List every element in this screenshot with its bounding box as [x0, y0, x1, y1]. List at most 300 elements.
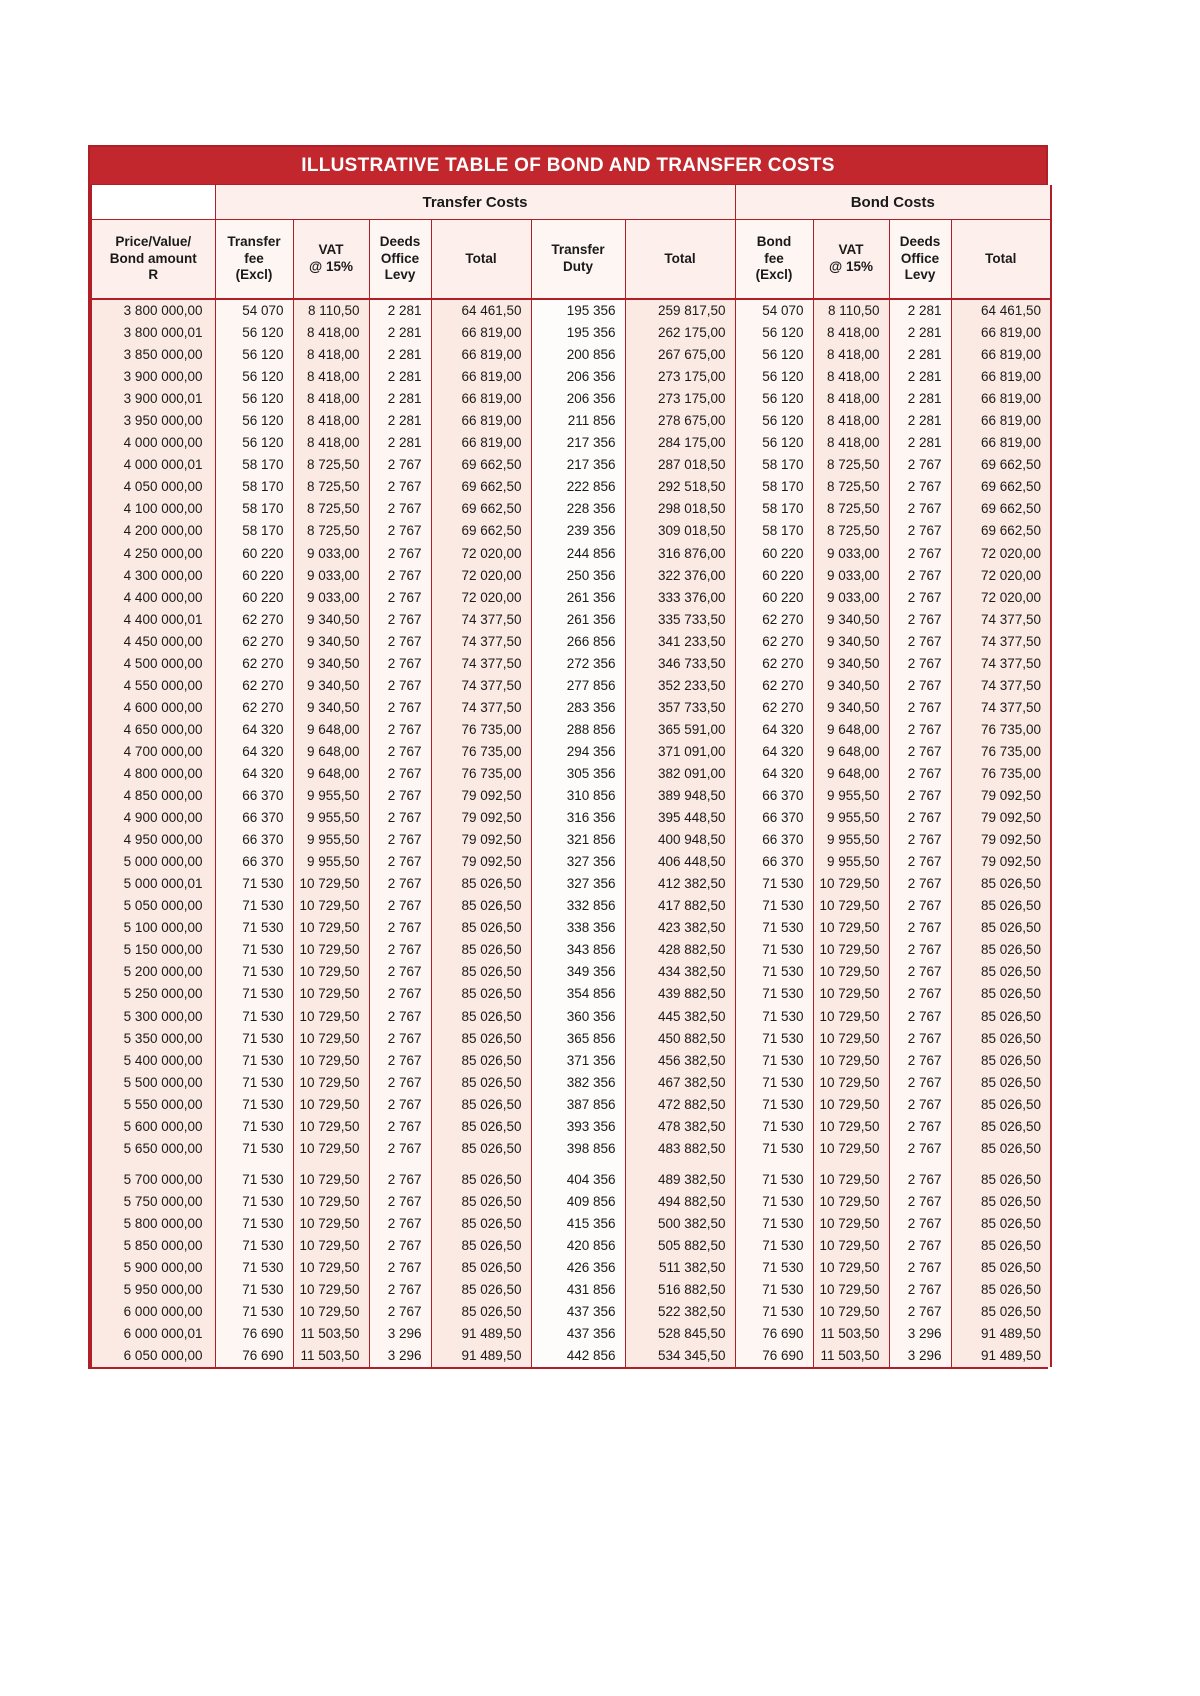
- cell-bond-total: 79 092,50: [951, 851, 1051, 873]
- cell-transfer-grand-total: 522 382,50: [625, 1301, 735, 1323]
- group-header-blank: [91, 185, 215, 220]
- cell-transfer-vat: 10 729,50: [293, 895, 369, 917]
- cell-transfer-duty: 217 356: [531, 432, 625, 454]
- cell-price: 5 900 000,00: [91, 1257, 215, 1279]
- cell-transfer-duty: 387 856: [531, 1094, 625, 1116]
- cell-bond-vat: 8 418,00: [813, 366, 889, 388]
- cell-transfer-total: 76 735,00: [431, 763, 531, 785]
- cell-bond-deeds-levy: 2 281: [889, 344, 951, 366]
- cell-transfer-grand-total: 511 382,50: [625, 1257, 735, 1279]
- cell-transfer-duty: 217 356: [531, 454, 625, 476]
- cell-transfer-fee: 64 320: [215, 741, 293, 763]
- cell-bond-fee: 71 530: [735, 1257, 813, 1279]
- spacer-cell: [951, 1160, 1051, 1169]
- cell-transfer-deeds-levy: 3 296: [369, 1323, 431, 1345]
- cell-price: 5 050 000,00: [91, 895, 215, 917]
- table-header: [91, 185, 1051, 299]
- cell-transfer-total: 85 026,50: [431, 1072, 531, 1094]
- cell-bond-fee: 66 370: [735, 851, 813, 873]
- cell-transfer-duty: 206 356: [531, 388, 625, 410]
- col-header-line: Total: [985, 250, 1017, 266]
- cell-bond-total: 76 735,00: [951, 763, 1051, 785]
- spacer-cell: [369, 1160, 431, 1169]
- cell-bond-total: 85 026,50: [951, 1072, 1051, 1094]
- cell-transfer-deeds-levy: 2 767: [369, 1072, 431, 1094]
- spacer-cell: [91, 1160, 215, 1169]
- cell-transfer-vat: 9 340,50: [293, 675, 369, 697]
- cell-transfer-deeds-levy: 2 281: [369, 388, 431, 410]
- cell-transfer-fee: 66 370: [215, 807, 293, 829]
- cell-transfer-grand-total: 284 175,00: [625, 432, 735, 454]
- cell-bond-total: 85 026,50: [951, 1050, 1051, 1072]
- cell-bond-vat: 10 729,50: [813, 1138, 889, 1160]
- cell-transfer-deeds-levy: 2 767: [369, 1169, 431, 1191]
- cell-transfer-total: 72 020,00: [431, 565, 531, 587]
- cell-transfer-vat: 11 503,50: [293, 1345, 369, 1367]
- cell-transfer-total: 85 026,50: [431, 1050, 531, 1072]
- cell-bond-deeds-levy: 2 767: [889, 829, 951, 851]
- table-row: [91, 719, 1051, 741]
- col-header-line: Deeds: [379, 233, 421, 249]
- spacer-cell: [293, 1160, 369, 1169]
- cell-transfer-fee: 71 530: [215, 873, 293, 895]
- cell-transfer-duty: 222 856: [531, 476, 625, 498]
- cell-transfer-total: 85 026,50: [431, 1116, 531, 1138]
- cell-transfer-grand-total: 428 882,50: [625, 939, 735, 961]
- cell-bond-total: 85 026,50: [951, 873, 1051, 895]
- cell-transfer-total: 66 819,00: [431, 410, 531, 432]
- cell-price: 5 550 000,00: [91, 1094, 215, 1116]
- cell-transfer-fee: 54 070: [215, 299, 293, 322]
- cell-transfer-deeds-levy: 2 767: [369, 565, 431, 587]
- cell-transfer-deeds-levy: 2 767: [369, 895, 431, 917]
- cell-transfer-duty: 327 356: [531, 851, 625, 873]
- cell-bond-deeds-levy: 2 767: [889, 631, 951, 653]
- cell-bond-total: 66 819,00: [951, 344, 1051, 366]
- cell-price: 3 900 000,01: [91, 388, 215, 410]
- cell-price: 5 950 000,00: [91, 1279, 215, 1301]
- cell-transfer-total: 85 026,50: [431, 1094, 531, 1116]
- cell-transfer-duty: 404 356: [531, 1169, 625, 1191]
- col-header-bond-total: [951, 220, 1051, 300]
- cell-transfer-grand-total: 483 882,50: [625, 1138, 735, 1160]
- cell-bond-deeds-levy: 2 281: [889, 432, 951, 454]
- cell-transfer-deeds-levy: 2 767: [369, 785, 431, 807]
- cell-transfer-fee: 71 530: [215, 1094, 293, 1116]
- cell-transfer-fee: 56 120: [215, 344, 293, 366]
- cell-bond-vat: 9 340,50: [813, 697, 889, 719]
- col-header-line: Levy: [904, 267, 936, 283]
- cell-transfer-duty: 310 856: [531, 785, 625, 807]
- cell-transfer-total: 85 026,50: [431, 1191, 531, 1213]
- cell-transfer-vat: 10 729,50: [293, 1213, 369, 1235]
- cell-transfer-vat: 8 418,00: [293, 322, 369, 344]
- cell-transfer-fee: 58 170: [215, 498, 293, 520]
- cell-transfer-deeds-levy: 2 281: [369, 299, 431, 322]
- cell-transfer-grand-total: 423 382,50: [625, 917, 735, 939]
- cell-price: 5 600 000,00: [91, 1116, 215, 1138]
- spacer-cell: [215, 1160, 293, 1169]
- col-header-line: Price/Value/: [115, 233, 192, 249]
- cell-transfer-grand-total: 434 382,50: [625, 961, 735, 983]
- cell-transfer-duty: 442 856: [531, 1345, 625, 1367]
- cell-transfer-total: 69 662,50: [431, 454, 531, 476]
- cell-transfer-deeds-levy: 2 767: [369, 609, 431, 631]
- cell-bond-total: 66 819,00: [951, 432, 1051, 454]
- cell-bond-deeds-levy: 2 767: [889, 543, 951, 565]
- cell-transfer-vat: 10 729,50: [293, 873, 369, 895]
- spacer-cell: [889, 1160, 951, 1169]
- cell-transfer-duty: 305 356: [531, 763, 625, 785]
- cell-bond-total: 69 662,50: [951, 520, 1051, 542]
- cell-transfer-grand-total: 478 382,50: [625, 1116, 735, 1138]
- cell-transfer-grand-total: 467 382,50: [625, 1072, 735, 1094]
- col-header-line: Bond: [756, 233, 792, 249]
- cell-transfer-total: 74 377,50: [431, 653, 531, 675]
- cell-transfer-fee: 56 120: [215, 366, 293, 388]
- table-row: [91, 697, 1051, 719]
- cell-price: 5 800 000,00: [91, 1213, 215, 1235]
- cell-transfer-fee: 71 530: [215, 917, 293, 939]
- cell-price: 4 650 000,00: [91, 719, 215, 741]
- cell-transfer-deeds-levy: 2 281: [369, 344, 431, 366]
- cell-transfer-deeds-levy: 2 767: [369, 1028, 431, 1050]
- cell-transfer-total: 85 026,50: [431, 895, 531, 917]
- cell-bond-fee: 71 530: [735, 895, 813, 917]
- cell-bond-deeds-levy: 2 281: [889, 410, 951, 432]
- cell-bond-fee: 71 530: [735, 1138, 813, 1160]
- cell-bond-total: 79 092,50: [951, 785, 1051, 807]
- col-header-line: VAT: [318, 242, 344, 258]
- cell-bond-vat: 10 729,50: [813, 1235, 889, 1257]
- cell-bond-total: 74 377,50: [951, 653, 1051, 675]
- cell-bond-deeds-levy: 2 767: [889, 697, 951, 719]
- cell-transfer-fee: 71 530: [215, 1028, 293, 1050]
- cell-transfer-vat: 8 725,50: [293, 520, 369, 542]
- cell-price: 5 350 000,00: [91, 1028, 215, 1050]
- cell-bond-vat: 10 729,50: [813, 983, 889, 1005]
- cell-bond-total: 85 026,50: [951, 1169, 1051, 1191]
- cell-transfer-deeds-levy: 2 767: [369, 675, 431, 697]
- cell-transfer-vat: 10 729,50: [293, 961, 369, 983]
- cell-transfer-vat: 10 729,50: [293, 1116, 369, 1138]
- cell-transfer-duty: 195 356: [531, 299, 625, 322]
- cell-transfer-grand-total: 528 845,50: [625, 1323, 735, 1345]
- cell-bond-vat: 9 033,00: [813, 543, 889, 565]
- cell-transfer-grand-total: 489 382,50: [625, 1169, 735, 1191]
- cell-transfer-fee: 62 270: [215, 697, 293, 719]
- cell-price: 4 450 000,00: [91, 631, 215, 653]
- table-row: [91, 476, 1051, 498]
- cell-transfer-duty: 327 356: [531, 873, 625, 895]
- cell-price: 5 100 000,00: [91, 917, 215, 939]
- cell-price: 4 900 000,00: [91, 807, 215, 829]
- cell-bond-fee: 71 530: [735, 983, 813, 1005]
- cell-price: 4 000 000,01: [91, 454, 215, 476]
- cell-transfer-total: 85 026,50: [431, 1169, 531, 1191]
- cell-transfer-duty: 250 356: [531, 565, 625, 587]
- cell-bond-fee: 64 320: [735, 719, 813, 741]
- table-row: [91, 1138, 1051, 1160]
- cell-bond-fee: 64 320: [735, 741, 813, 763]
- cell-transfer-duty: 206 356: [531, 366, 625, 388]
- cell-transfer-deeds-levy: 2 767: [369, 520, 431, 542]
- cell-bond-total: 85 026,50: [951, 917, 1051, 939]
- cell-bond-fee: 71 530: [735, 873, 813, 895]
- cell-transfer-grand-total: 417 882,50: [625, 895, 735, 917]
- cell-bond-deeds-levy: 2 767: [889, 873, 951, 895]
- cell-transfer-vat: 10 729,50: [293, 1072, 369, 1094]
- cell-transfer-vat: 10 729,50: [293, 1138, 369, 1160]
- cell-transfer-grand-total: 316 876,00: [625, 543, 735, 565]
- cell-bond-deeds-levy: 2 767: [889, 1191, 951, 1213]
- cell-transfer-deeds-levy: 2 281: [369, 410, 431, 432]
- cell-bond-vat: 9 340,50: [813, 609, 889, 631]
- cell-transfer-total: 69 662,50: [431, 498, 531, 520]
- spacer-cell: [735, 1160, 813, 1169]
- cell-price: 4 950 000,00: [91, 829, 215, 851]
- cell-transfer-grand-total: 352 233,50: [625, 675, 735, 697]
- cell-transfer-fee: 71 530: [215, 1213, 293, 1235]
- cell-bond-deeds-levy: 2 767: [889, 939, 951, 961]
- cell-price: 5 300 000,00: [91, 1006, 215, 1028]
- cell-price: 6 000 000,00: [91, 1301, 215, 1323]
- cell-transfer-duty: 266 856: [531, 631, 625, 653]
- cell-transfer-duty: 200 856: [531, 344, 625, 366]
- col-header-line: Deeds: [899, 233, 941, 249]
- table-row: [91, 917, 1051, 939]
- cell-bond-total: 66 819,00: [951, 410, 1051, 432]
- cell-bond-vat: 10 729,50: [813, 1213, 889, 1235]
- cell-bond-vat: 9 955,50: [813, 807, 889, 829]
- cell-bond-fee: 76 690: [735, 1345, 813, 1367]
- cell-price: 4 100 000,00: [91, 498, 215, 520]
- cell-bond-deeds-levy: 2 767: [889, 1213, 951, 1235]
- table-row: [91, 851, 1051, 873]
- cell-transfer-vat: 9 648,00: [293, 741, 369, 763]
- cell-transfer-fee: 76 690: [215, 1323, 293, 1345]
- cell-price: 4 300 000,00: [91, 565, 215, 587]
- cell-bond-fee: 71 530: [735, 1116, 813, 1138]
- cell-bond-deeds-levy: 2 767: [889, 895, 951, 917]
- cell-bond-fee: 76 690: [735, 1323, 813, 1345]
- cell-transfer-deeds-levy: 2 767: [369, 653, 431, 675]
- cell-transfer-deeds-levy: 2 767: [369, 543, 431, 565]
- cell-bond-deeds-levy: 2 281: [889, 388, 951, 410]
- cell-transfer-duty: 228 356: [531, 498, 625, 520]
- cell-transfer-vat: 9 955,50: [293, 829, 369, 851]
- cell-price: 5 150 000,00: [91, 939, 215, 961]
- cell-bond-total: 72 020,00: [951, 565, 1051, 587]
- cell-transfer-deeds-levy: 2 767: [369, 741, 431, 763]
- cell-price: 5 400 000,00: [91, 1050, 215, 1072]
- col-header-line: VAT: [838, 242, 864, 258]
- cell-transfer-fee: 71 530: [215, 1301, 293, 1323]
- col-header-line: (Excl): [235, 267, 273, 283]
- cell-transfer-fee: 58 170: [215, 476, 293, 498]
- cell-bond-total: 85 026,50: [951, 1094, 1051, 1116]
- cell-transfer-total: 85 026,50: [431, 1235, 531, 1257]
- table-row: [91, 873, 1051, 895]
- cell-transfer-fee: 71 530: [215, 1235, 293, 1257]
- cell-transfer-vat: 10 729,50: [293, 1191, 369, 1213]
- cell-transfer-vat: 9 033,00: [293, 565, 369, 587]
- cell-transfer-total: 66 819,00: [431, 366, 531, 388]
- cell-transfer-vat: 9 340,50: [293, 697, 369, 719]
- cell-bond-vat: 8 110,50: [813, 299, 889, 322]
- cell-price: 4 500 000,00: [91, 653, 215, 675]
- col-header-line: Office: [380, 250, 420, 266]
- cell-transfer-grand-total: 292 518,50: [625, 476, 735, 498]
- cell-bond-deeds-levy: 2 767: [889, 498, 951, 520]
- cell-bond-fee: 56 120: [735, 432, 813, 454]
- cell-transfer-total: 79 092,50: [431, 807, 531, 829]
- cell-bond-vat: 10 729,50: [813, 1050, 889, 1072]
- cell-transfer-fee: 71 530: [215, 1072, 293, 1094]
- col-header-line: R: [148, 267, 159, 283]
- cell-bond-vat: 9 033,00: [813, 587, 889, 609]
- cell-bond-deeds-levy: 2 767: [889, 807, 951, 829]
- cell-transfer-vat: 9 033,00: [293, 543, 369, 565]
- cell-transfer-duty: 431 856: [531, 1279, 625, 1301]
- cell-transfer-deeds-levy: 2 767: [369, 763, 431, 785]
- cell-bond-deeds-levy: 2 767: [889, 851, 951, 873]
- cell-transfer-deeds-levy: 2 767: [369, 587, 431, 609]
- cell-transfer-fee: 66 370: [215, 851, 293, 873]
- cell-transfer-deeds-levy: 2 767: [369, 917, 431, 939]
- cell-bond-deeds-levy: 2 281: [889, 322, 951, 344]
- cell-transfer-total: 85 026,50: [431, 983, 531, 1005]
- cell-transfer-grand-total: 309 018,50: [625, 520, 735, 542]
- cell-transfer-fee: 62 270: [215, 609, 293, 631]
- cell-bond-vat: 8 725,50: [813, 454, 889, 476]
- cell-bond-deeds-levy: 2 767: [889, 1138, 951, 1160]
- col-header-transfer-deeds-office-levy: [369, 220, 431, 300]
- cell-transfer-deeds-levy: 2 281: [369, 322, 431, 344]
- cell-bond-fee: 54 070: [735, 299, 813, 322]
- table-row: [91, 1028, 1051, 1050]
- cell-transfer-duty: 426 356: [531, 1257, 625, 1279]
- cell-bond-total: 85 026,50: [951, 1006, 1051, 1028]
- cell-bond-deeds-levy: 2 767: [889, 983, 951, 1005]
- cell-price: 5 200 000,00: [91, 961, 215, 983]
- cell-transfer-duty: 239 356: [531, 520, 625, 542]
- cell-bond-deeds-levy: 2 767: [889, 653, 951, 675]
- cell-bond-total: 85 026,50: [951, 1213, 1051, 1235]
- cell-bond-vat: 9 340,50: [813, 653, 889, 675]
- cell-bond-deeds-levy: 3 296: [889, 1345, 951, 1367]
- cell-transfer-fee: 62 270: [215, 631, 293, 653]
- cell-transfer-fee: 60 220: [215, 587, 293, 609]
- cell-bond-vat: 10 729,50: [813, 1169, 889, 1191]
- cell-transfer-total: 66 819,00: [431, 322, 531, 344]
- cell-bond-total: 74 377,50: [951, 631, 1051, 653]
- cell-transfer-grand-total: 534 345,50: [625, 1345, 735, 1367]
- cell-bond-vat: 9 033,00: [813, 565, 889, 587]
- table-row: [91, 1235, 1051, 1257]
- spacer-cell: [531, 1160, 625, 1169]
- cell-bond-deeds-levy: 2 767: [889, 1028, 951, 1050]
- cell-bond-total: 85 026,50: [951, 1138, 1051, 1160]
- bond-transfer-cost-table: [88, 145, 1048, 1369]
- table-row: [91, 1301, 1051, 1323]
- col-header-transfer-grand-total: [625, 220, 735, 300]
- spacer-cell: [813, 1160, 889, 1169]
- cell-transfer-total: 69 662,50: [431, 520, 531, 542]
- cell-bond-deeds-levy: 2 281: [889, 299, 951, 322]
- cell-price: 4 850 000,00: [91, 785, 215, 807]
- cell-bond-vat: 10 729,50: [813, 939, 889, 961]
- cell-bond-fee: 56 120: [735, 410, 813, 432]
- cell-bond-deeds-levy: 2 767: [889, 961, 951, 983]
- cell-price: 3 800 000,01: [91, 322, 215, 344]
- cell-bond-vat: 10 729,50: [813, 1257, 889, 1279]
- cell-bond-fee: 64 320: [735, 763, 813, 785]
- col-header-line: @ 15%: [309, 259, 353, 274]
- cell-transfer-vat: 8 418,00: [293, 366, 369, 388]
- cell-price: 5 500 000,00: [91, 1072, 215, 1094]
- cell-bond-fee: 58 170: [735, 520, 813, 542]
- cell-bond-deeds-levy: 2 767: [889, 763, 951, 785]
- cell-bond-total: 74 377,50: [951, 697, 1051, 719]
- cell-transfer-total: 79 092,50: [431, 851, 531, 873]
- cell-transfer-vat: 9 955,50: [293, 807, 369, 829]
- cell-bond-vat: 10 729,50: [813, 1072, 889, 1094]
- cell-bond-total: 85 026,50: [951, 939, 1051, 961]
- cell-transfer-deeds-levy: 2 767: [369, 697, 431, 719]
- cell-bond-total: 85 026,50: [951, 1301, 1051, 1323]
- table-row: [91, 939, 1051, 961]
- cell-transfer-fee: 71 530: [215, 1169, 293, 1191]
- cell-transfer-duty: 349 356: [531, 961, 625, 983]
- cell-bond-vat: 10 729,50: [813, 1028, 889, 1050]
- cell-transfer-grand-total: 357 733,50: [625, 697, 735, 719]
- cell-transfer-grand-total: 278 675,00: [625, 410, 735, 432]
- col-header-transfer-duty: [531, 220, 625, 300]
- col-header-line: Total: [664, 250, 696, 266]
- col-header-bond-fee-excl: [735, 220, 813, 300]
- cell-transfer-vat: 10 729,50: [293, 1279, 369, 1301]
- table-row: [91, 961, 1051, 983]
- cell-transfer-fee: 56 120: [215, 432, 293, 454]
- table-row: [91, 410, 1051, 432]
- cell-transfer-deeds-levy: 3 296: [369, 1345, 431, 1367]
- cell-transfer-grand-total: 445 382,50: [625, 1006, 735, 1028]
- cell-bond-total: 72 020,00: [951, 543, 1051, 565]
- cell-transfer-total: 69 662,50: [431, 476, 531, 498]
- cell-bond-fee: 71 530: [735, 1279, 813, 1301]
- cell-transfer-total: 85 026,50: [431, 1213, 531, 1235]
- cell-bond-deeds-levy: 2 767: [889, 741, 951, 763]
- cell-transfer-duty: 261 356: [531, 609, 625, 631]
- table-row: [91, 763, 1051, 785]
- cell-price: 5 250 000,00: [91, 983, 215, 1005]
- cell-bond-total: 91 489,50: [951, 1323, 1051, 1345]
- cell-bond-deeds-levy: 2 767: [889, 1301, 951, 1323]
- cell-transfer-duty: 343 856: [531, 939, 625, 961]
- cell-bond-total: 85 026,50: [951, 1235, 1051, 1257]
- cell-transfer-deeds-levy: 2 767: [369, 1213, 431, 1235]
- cell-bond-fee: 56 120: [735, 344, 813, 366]
- cell-bond-vat: 9 340,50: [813, 631, 889, 653]
- cell-transfer-deeds-levy: 2 767: [369, 476, 431, 498]
- cell-bond-fee: 56 120: [735, 388, 813, 410]
- cell-transfer-duty: 393 356: [531, 1116, 625, 1138]
- cell-bond-fee: 60 220: [735, 587, 813, 609]
- cell-price: 4 200 000,00: [91, 520, 215, 542]
- cell-transfer-grand-total: 335 733,50: [625, 609, 735, 631]
- cell-transfer-duty: 365 856: [531, 1028, 625, 1050]
